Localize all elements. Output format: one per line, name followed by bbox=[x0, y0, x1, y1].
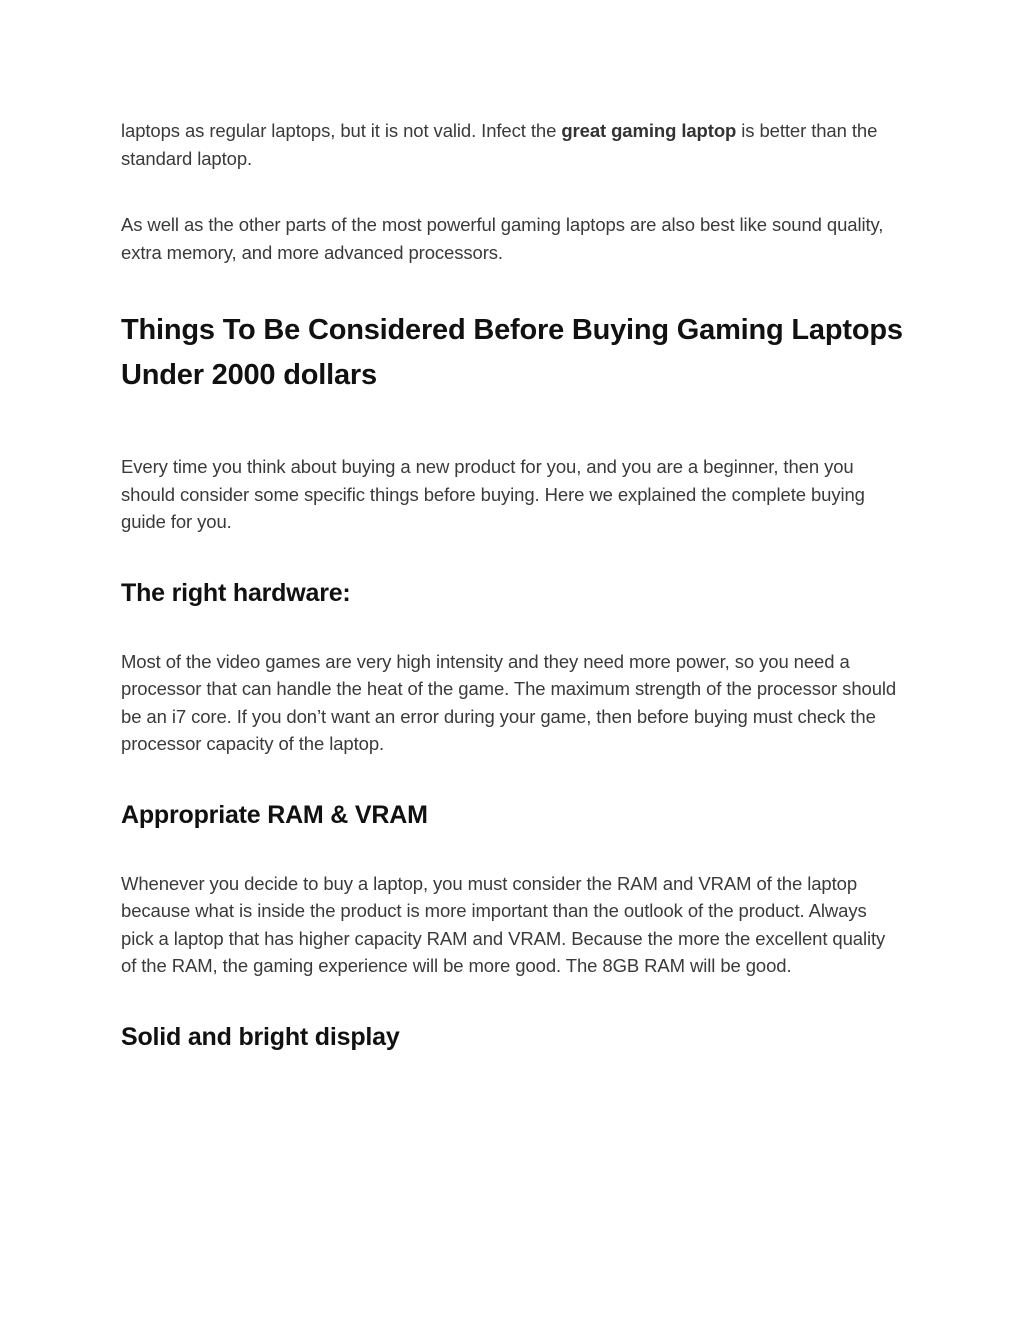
document-page bbox=[121, 117, 903, 1054]
great-gaming-laptop-emphasis: great gaming laptop bbox=[561, 120, 737, 141]
buying-guide-intro: Every time you think about buying a new product for you, and you are a beginner, then you should consider some specific things before buying. Here we explained the complete buying guide for you. bbox=[121, 456, 865, 532]
buying-guide-title: Things To Be Considered Before Buying Gaming Laptops Under 2000 dollars bbox=[121, 314, 903, 391]
section-heading-hardware: The right hardware: bbox=[121, 578, 351, 607]
section-heading-display: Solid and bright display bbox=[121, 1022, 400, 1051]
section-heading-ram: Appropriate RAM & VRAM bbox=[121, 800, 428, 829]
intro-paragraph bbox=[121, 117, 903, 172]
section-body-ram: Whenever you decide to buy a laptop, you must consider the RAM and VRAM of the laptop because what is inside the product is more important than the outlook of the product. Always pick a laptop that has higher capacity RAM and VRAM. Because the more the excellent quality of the RAM, the gaming experience will be more good. The 8GB RAM will be good. bbox=[121, 872, 886, 976]
intro-text-end: is better than the standard laptop. bbox=[121, 120, 878, 169]
intro-text-start: laptops as regular laptops, but it is not valid. Infect the bbox=[121, 120, 562, 141]
features-paragraph: As well as the other parts of the most powerful gaming laptops are also best like sound quality, extra memory, and more advanced processors. bbox=[121, 214, 884, 263]
section-body-hardware: Most of the video games are very high intensity and they need more power, so you need a processor that can handle the heat of the game. The maximum strength of the processor should be an i7 core. If you don’t want an error during your game, then before buying must check the processor capacity of the laptop. bbox=[121, 650, 897, 754]
